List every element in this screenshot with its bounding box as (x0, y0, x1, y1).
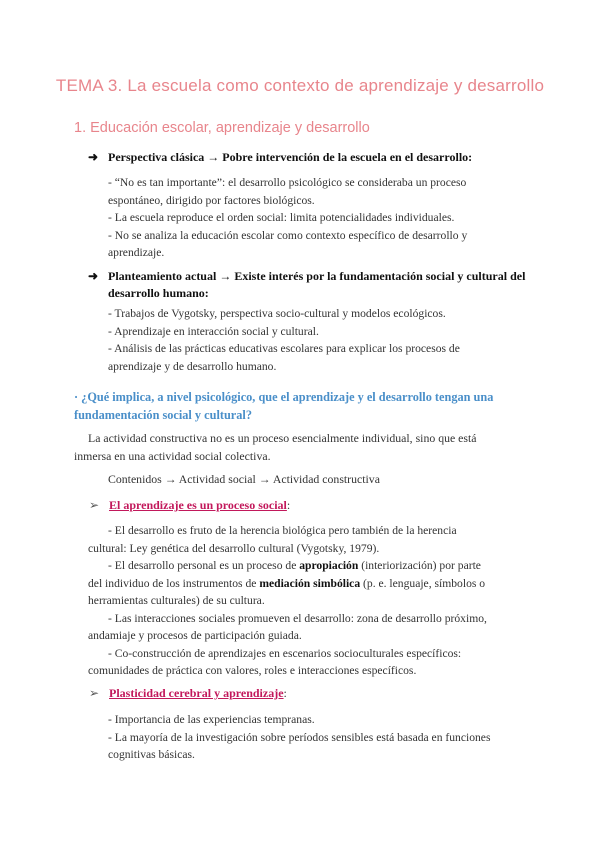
subsection-aprendizaje-social (89, 498, 290, 513)
intro-paragraph (74, 430, 477, 465)
plasticity-body (108, 711, 490, 764)
term-mediacion-simbolica: mediación simbólica (259, 576, 361, 590)
body-line: cognitivas básicas. (108, 748, 195, 761)
body-line: espontáneo, dirigido por factores biológicos. (108, 193, 315, 207)
text-run: (interiorización) por parte (358, 559, 481, 572)
body-line: cultural: Ley genética del desarrollo cultural (Vygotsky, 1979). (88, 541, 380, 555)
triangle-arrow-icon: ➢ (89, 686, 100, 700)
body-line: - No se analiza la educación escolar como contexto específico de desarrollo y (108, 228, 468, 242)
text-run: - El desarrollo personal es un proceso de (108, 559, 300, 572)
bullet-planteamiento-actual (88, 268, 525, 302)
body-line: - Trabajos de Vygotsky, perspectiva socio-cultural y modelos ecológicos. (108, 307, 446, 320)
body-line: andamiaje y procesos de participación guiada. (88, 629, 302, 642)
body-line: - “No es tan importante”: el desarrollo psicológico se consideraba un proceso (108, 176, 467, 189)
document-title: TEMA 3. La escuela como contexto de aprendizaje y desarrollo (55, 76, 545, 95)
body-line: - Análisis de las prácticas educativas escolares para explicar los procesos de (108, 342, 460, 355)
body-line: herramientas culturales) de su cultura. (88, 594, 265, 607)
body-line: - Aprendizaje en interacción social y cultural. (108, 324, 319, 338)
bullet-perspectiva-clasica (88, 150, 472, 165)
colon: : (283, 686, 287, 700)
text-run: (p. e. lenguaje, símbolos o (360, 576, 486, 590)
bullet-heading-cont: desarrollo humano: (108, 286, 209, 300)
social-body (88, 522, 548, 680)
body-line: - Las interacciones sociales promueven el desarrollo: zona de desarrollo próximo, (108, 611, 487, 625)
text-run: del individuo de los instrumentos de (88, 576, 260, 590)
arrow-icon: ➜ (88, 150, 99, 164)
body-line: - La escuela reproduce el orden social: limita potencialidades individuales. (108, 211, 455, 224)
subsection-plasticidad (89, 686, 287, 701)
body-line: - La mayoría de la investigación sobre períodos sensibles está basada en funciones (108, 730, 491, 744)
intro-line: inmersa en una actividad social colectiva. (74, 448, 271, 463)
body-line: - Co-construcción de aprendizajes en escenarios socioculturales específicos: (108, 646, 462, 660)
guiding-question (74, 389, 544, 424)
body-line: - Importancia de las experiencias tempranas. (108, 713, 315, 726)
question-line: fundamentación social y cultural? (74, 407, 252, 422)
bullet-body (108, 174, 467, 262)
body-line (88, 575, 548, 593)
bullet-heading: Planteamiento actual → Existe interés por la fundamentación social y cultural del (108, 269, 526, 283)
section-heading: 1. Educación escolar, aprendizaje y desarrollo (74, 120, 370, 136)
body-line (88, 557, 548, 575)
question-line: · ¿Qué implica, a nivel psicológico, que el aprendizaje y el desarrollo tengan una (74, 390, 494, 404)
subsection-label: El aprendizaje es un proceso social (109, 498, 287, 512)
content-chain: Contenidos → Actividad social → Actividad constructiva (108, 472, 380, 486)
term-apropiacion: apropiación (299, 559, 359, 572)
colon: : (286, 498, 291, 512)
body-line: - El desarrollo es fruto de la herencia biológica pero también de la herencia (108, 524, 457, 537)
triangle-arrow-icon: ➢ (89, 498, 100, 512)
arrow-icon: ➜ (88, 269, 99, 283)
bullet-heading: Perspectiva clásica → Pobre intervención de la escuela en el desarrollo: (108, 150, 473, 164)
body-line: aprendizaje. (108, 246, 165, 259)
intro-line: La actividad constructiva no es un proceso esencialmente individual, sino que está (88, 431, 477, 445)
subsection-label: Plasticidad cerebral y aprendizaje (109, 686, 284, 700)
body-line: comunidades de práctica con valores, roles e interacciones específicos. (88, 664, 417, 677)
body-line: aprendizaje y de desarrollo humano. (108, 359, 277, 373)
bullet-body (108, 305, 460, 375)
